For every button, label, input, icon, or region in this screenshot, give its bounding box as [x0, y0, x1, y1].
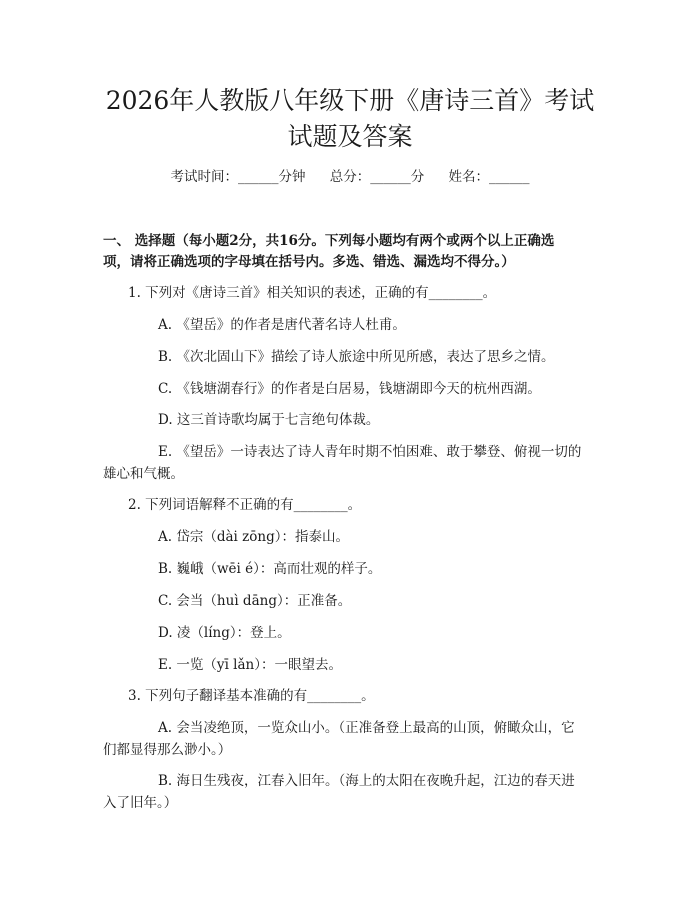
q1-option-d: D. 这三首诗歌均属于七言绝句体裁。 — [158, 412, 380, 428]
q3-option-b-line2: 入了旧年。） — [103, 795, 178, 811]
q2-option-c: C. 会当（huì dāng）：正准备。 — [158, 593, 352, 609]
exam-meta — [0, 166, 700, 188]
q2-option-e: E. 一览（yī lǎn）：一眼望去。 — [158, 657, 342, 673]
section1-heading-line1: 一、 选择题（每小题2分，共16分。下列每小题均有两个或两个以上正确选 — [103, 233, 555, 249]
q3-option-a-line1: A. 会当凌绝顶，一览众山小。（正准备登上最高的山顶，俯瞰众山，它 — [158, 720, 575, 736]
exam-name: 姓名：______ — [448, 169, 530, 185]
q2-stem: 2. 下列词语解释不正确的有________。 — [128, 497, 362, 513]
q3-stem: 3. 下列句子翻译基本准确的有________。 — [128, 688, 375, 704]
q1-option-a: A. 《望岳》的作者是唐代著名诗人杜甫。 — [158, 317, 406, 333]
q3-option-a-line2: 们都显得那么渺小。） — [103, 742, 232, 758]
doc-title-line2: 试题及答案 — [287, 122, 413, 151]
q2-option-d: D. 凌（líng）：登上。 — [158, 625, 291, 641]
q3-option-b-line1: B. 海日生残夜，江春入旧年。（海上的太阳在夜晚升起，江边的春天进 — [158, 773, 575, 789]
q2-option-b: B. 巍峨（wēi é）：高而壮观的样子。 — [158, 561, 382, 577]
q1-option-e-line2: 雄心和气概。 — [103, 466, 184, 482]
exam-score: 总分：______分 — [329, 169, 425, 185]
q1-option-e-line1: E. 《望岳》一诗表达了诗人青年时期不怕困难、敢于攀登、俯视一切的 — [158, 444, 582, 460]
q1-option-c: C. 《钱塘湖春行》的作者是白居易，钱塘湖即今天的杭州西湖。 — [158, 381, 541, 397]
q2-option-a: A. 岱宗（dài zōng）：指泰山。 — [158, 529, 349, 545]
q1-stem: 1. 下列对《唐诗三首》相关知识的表述，正确的有________。 — [128, 285, 497, 301]
doc-title-line1: 2026年人教版八年级下册《唐诗三首》考试 — [105, 86, 595, 115]
q1-option-b: B. 《次北固山下》描绘了诗人旅途中所见所感，表达了思乡之情。 — [158, 349, 555, 365]
exam-time: 考试时间：______分钟 — [170, 169, 306, 185]
section1-heading-line2: 项，请将正确选项的字母填在括号内。多选、错选、漏选均不得分。） — [103, 254, 515, 270]
